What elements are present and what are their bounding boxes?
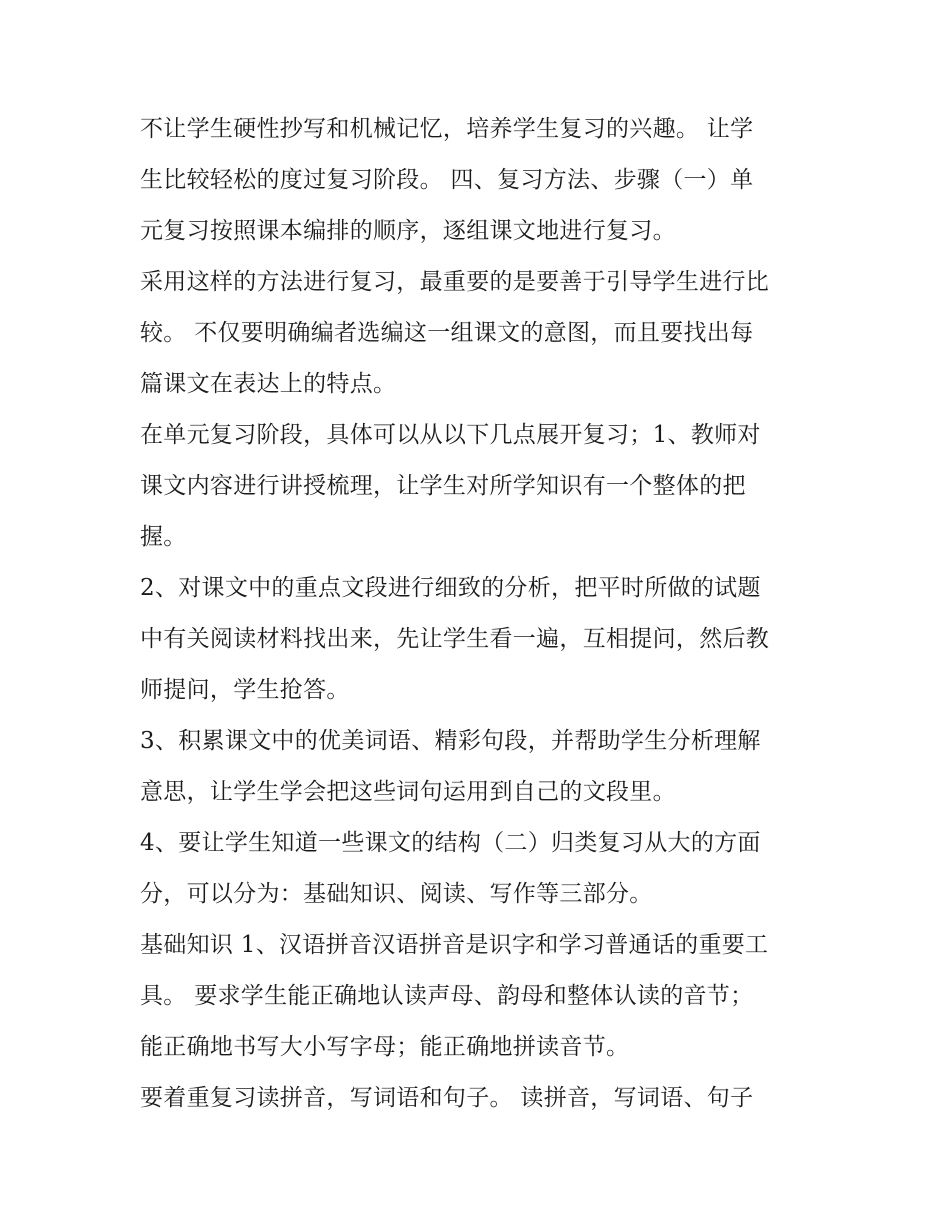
text-line: 2、对课文中的重点文段进行细致的分析，把平时所做的试题: [140, 575, 761, 601]
text-line: 采用这样的方法进行复习，最重要的是要善于引导学生进行比: [140, 269, 770, 295]
text-line: 不让学生硬性抄写和机械记忆，培养学生复习的兴趣。 让学: [140, 116, 754, 142]
text-line: 具。 要求学生能正确地认读声母、韵母和整体认读的音节；: [140, 983, 754, 1009]
text-line: 基础知识 1、汉语拼音汉语拼音是识字和学习普通话的重要工: [140, 932, 769, 958]
text-line: 元复习按照课本编排的顺序，逐组课文地进行复习。: [140, 218, 676, 244]
text-line: 握。: [140, 524, 187, 550]
text-line: 3、积累课文中的优美词语、精彩句段，并帮助学生分析理解: [140, 728, 761, 754]
text-line: 4、要让学生知道一些课文的结构（二）归类复习从大的方面: [140, 830, 761, 856]
text-line: 能正确地书写大小写字母；能正确地拼读音节。: [140, 1034, 630, 1060]
text-line: 中有关阅读材料找出来，先让学生看一遍，互相提问，然后教: [140, 626, 770, 652]
text-line: 在单元复习阶段，具体可以从以下几点展开复习；1、教师对: [140, 422, 761, 448]
text-line: 意思，让学生学会把这些词句运用到自己的文段里。: [140, 779, 676, 805]
text-line: 课文内容进行讲授梳理，让学生对所学知识有一个整体的把: [140, 473, 746, 499]
text-line: 师提问，学生抢答。: [140, 677, 350, 703]
text-line: 生比较轻松的度过复习阶段。 四、复习方法、步骤（一）单: [140, 167, 754, 193]
document-body: [140, 104, 820, 1124]
text-line: 篇课文在表达上的特点。: [140, 371, 397, 397]
text-line: 分，可以分为：基础知识、阅读、写作等三部分。: [140, 881, 653, 907]
text-line: 较。 不仅要明确编者选编这一组课文的意图，而且要找出每: [140, 320, 754, 346]
text-line: 要着重复习读拼音，写词语和句子。 读拼音，写词语、句子: [140, 1085, 754, 1111]
